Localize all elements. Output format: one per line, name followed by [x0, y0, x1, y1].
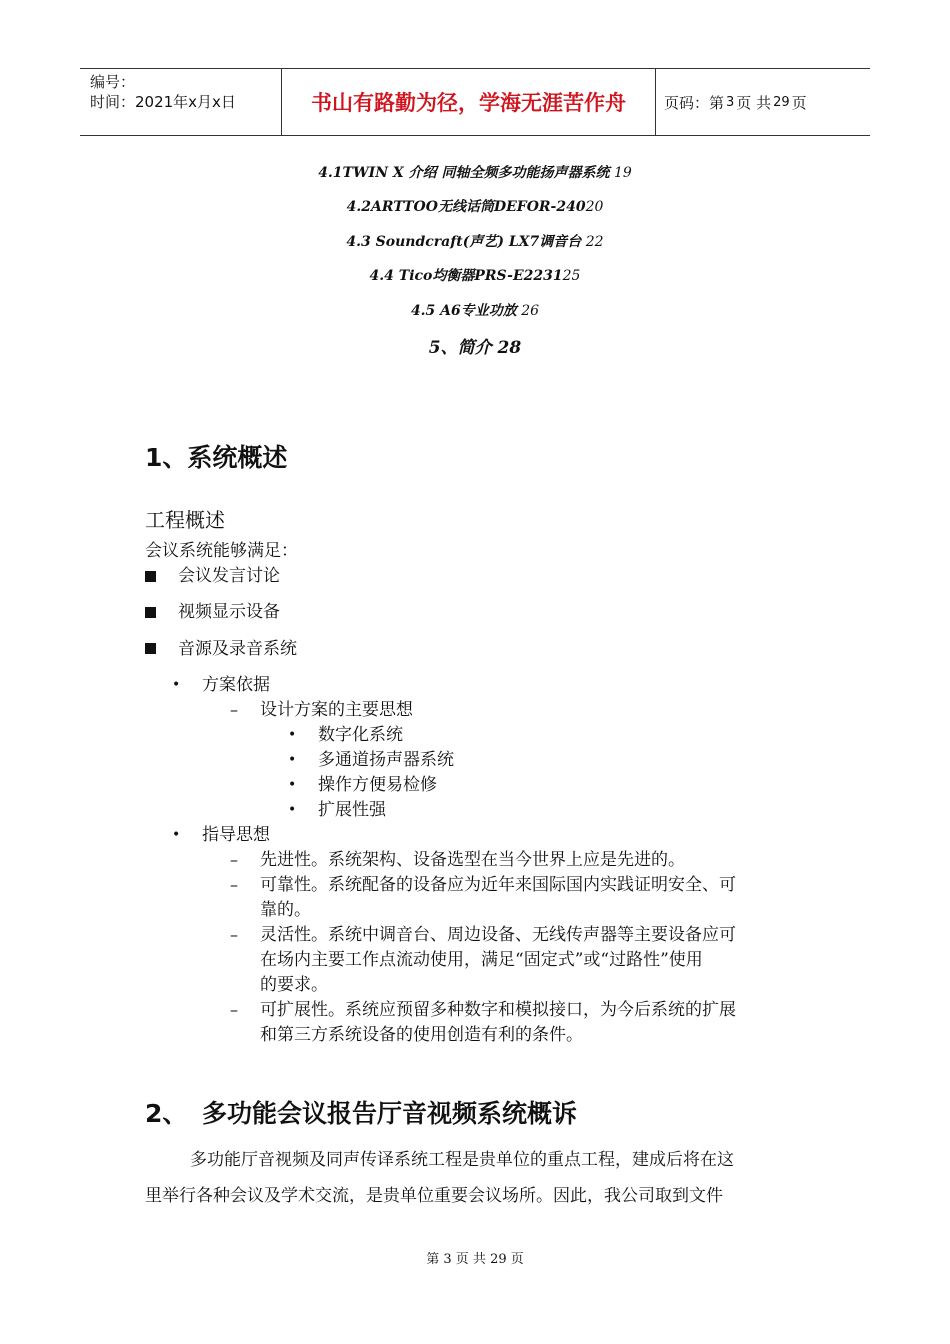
list-item: 指导思想 [202, 825, 270, 845]
list-item: 设计方案的主要思想 [260, 700, 413, 720]
footer-page-total: 29 [490, 1252, 507, 1267]
list-item: 视频显示设备 [178, 602, 280, 622]
toc-entry[interactable]: 4.3 Soundcraft(声艺) LX7调音台 22 [346, 234, 604, 250]
list-item: 操作方便易检修 [318, 775, 437, 795]
bullet-dot-icon: • [288, 752, 297, 768]
list-item: 方案依据 [202, 675, 270, 695]
list-item: 数字化系统 [318, 725, 403, 745]
dash-bullet-icon: – [230, 875, 238, 894]
list-item: 先进性。系统架构、设备选型在当今世界上应是先进的。 [260, 850, 685, 870]
list-item-continued: 在场内主要工作点流动使用，满足“固定式”或“过路性”使用 [260, 950, 703, 970]
list-item-continued: 和第三方系统设备的使用创造有利的条件。 [260, 1025, 583, 1045]
list-item: 灵活性。系统中调音台、周边设备、无线传声器等主要设备应可 [260, 925, 736, 945]
section2-number: 2、 [145, 1099, 188, 1128]
list-item: 音源及录音系统 [178, 639, 297, 659]
header-meta [80, 69, 282, 135]
bullet-dot-icon: • [172, 827, 181, 843]
bullet-dot-icon: • [288, 777, 297, 793]
section1-heading: 1、系统概述 [145, 443, 288, 472]
square-bullet-icon [145, 607, 156, 618]
header-page-total: 29 [773, 94, 790, 110]
toc-entry[interactable]: 4.2ARTTOO无线话筒DEFOR-24020 [346, 199, 604, 215]
square-bullet-icon [145, 571, 156, 582]
list-item: 会议发言讨论 [178, 566, 280, 586]
list-item-continued: 的要求。 [260, 975, 328, 995]
dash-bullet-icon: – [230, 1000, 238, 1019]
toc-entry[interactable]: 5、简介 28 [428, 338, 522, 358]
section2-paragraph: 多功能厅音视频及同声传译系统工程是贵单位的重点工程，建成后将在这 [190, 1150, 734, 1170]
list-item: 多通道扬声器系统 [318, 750, 454, 770]
list-item: 可靠性。系统配备的设备应为近年来国际国内实践证明安全、可 [260, 875, 736, 895]
dash-bullet-icon: – [230, 925, 238, 944]
section2-paragraph: 里举行各种会议及学术交流，是贵单位重要会议场所。因此，我公司取到文件 [145, 1186, 723, 1206]
page-header [80, 68, 870, 136]
footer-page-current: 3 [443, 1252, 452, 1267]
section1-subheading: 工程概述 [145, 508, 225, 532]
bullet-dot-icon: • [172, 677, 181, 693]
doc-date: 时间：2021年x月x日 [90, 93, 236, 111]
dash-bullet-icon: – [230, 850, 238, 869]
square-bullet-icon [145, 643, 156, 654]
header-page-info: 页码：第 3 页 共 29 页 [664, 93, 807, 112]
list-item: 扩展性强 [318, 800, 386, 820]
dash-bullet-icon: – [230, 700, 238, 719]
section2-heading: 多功能会议报告厅音视频系统概诉 [202, 1099, 578, 1128]
bullet-dot-icon: • [288, 727, 297, 743]
toc-entry[interactable]: 4.4 Tico均衡器PRS-E223125 [369, 268, 581, 284]
list-item-continued: 靠的。 [260, 900, 311, 920]
toc-entry[interactable]: 4.1TWIN X 介绍 同轴全频多功能扬声器系统 19 [318, 165, 632, 181]
page-footer: 第 3 页 共 29 页 [426, 1252, 524, 1267]
header-page-current: 3 [726, 94, 735, 110]
list-item: 可扩展性。系统应预留多种数字和模拟接口，为今后系统的扩展 [260, 1000, 736, 1020]
toc-entry[interactable]: 4.5 A6专业功放 26 [410, 303, 540, 319]
section1-intro: 会议系统能够满足： [145, 541, 298, 561]
doc-number: 编号： [90, 73, 136, 91]
header-motto: 书山有路勤为径，学海无涯苦作舟 [282, 69, 656, 135]
bullet-dot-icon: • [288, 802, 297, 818]
